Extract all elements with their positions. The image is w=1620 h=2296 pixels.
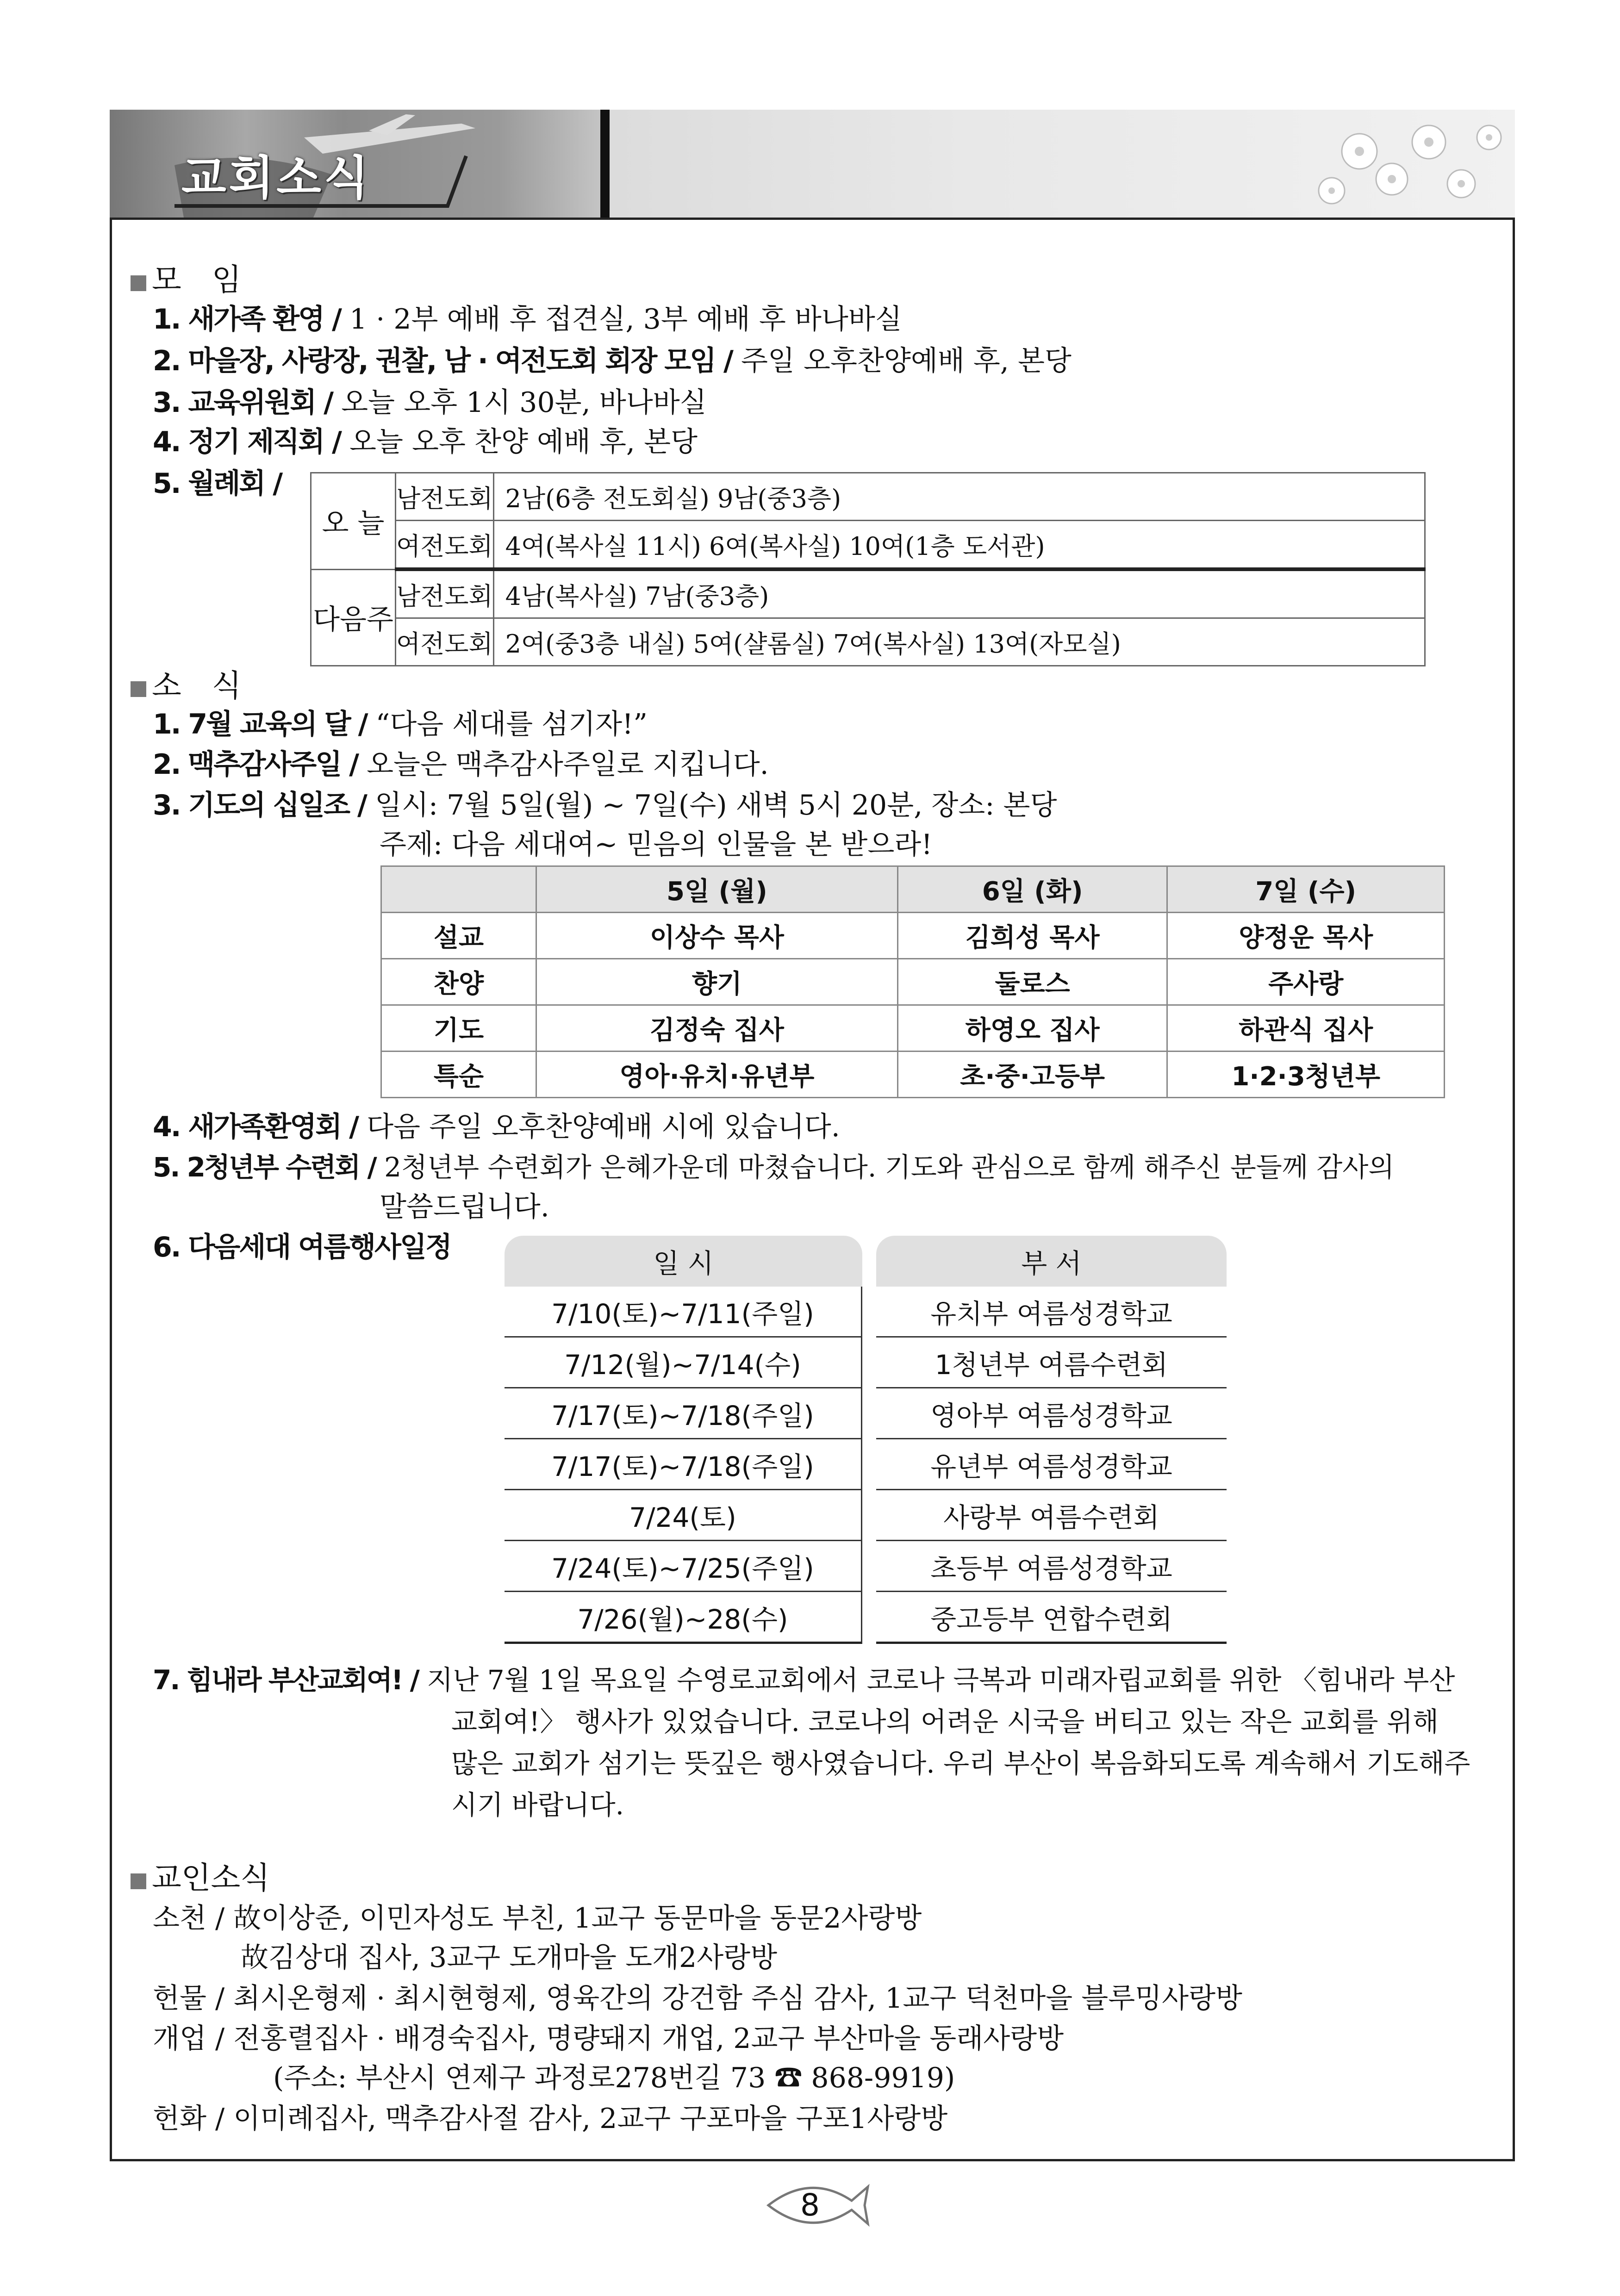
table-row [505, 1439, 1227, 1490]
monthly-meeting-table [310, 472, 1426, 666]
table-cell: 7/12(월)~7/14(수) [505, 1338, 862, 1388]
meeting-item-3: 3. 교육위원회 / 오늘 오후 1시 30분, 바나바실 [153, 386, 707, 419]
members-line: 소천 / 故이상준, 이민자성도 부친, 1교구 동문마을 동문2사랑방 [153, 1902, 922, 1935]
news-item-2: 2. 맥추감사주일 / 오늘은 맥추감사주일로 지킵니다. [153, 748, 769, 781]
section-heading-meeting: 모 임 [131, 261, 242, 299]
table-header: 6일 (화) [897, 866, 1167, 913]
section-heading-news: 소 식 [131, 667, 242, 704]
summer-events-table [491, 1236, 1240, 1644]
table-cell: 7/17(토)~7/18(주일) [505, 1388, 862, 1439]
news-item-3: 3. 기도의 십일조 / 일시: 7월 5일(월) ~ 7일(수) 새벽 5시 20분, 장소: 본당 [153, 789, 1057, 821]
table-cell: 양정운 목사 [1167, 913, 1445, 959]
meeting-item-1: 1. 새가족 환영 / 1 · 2부 예배 후 접견실, 3부 예배 후 바나바실 [153, 303, 902, 336]
table-row [505, 1541, 1227, 1592]
table-row [381, 913, 1445, 959]
table-cell: 찬양 [381, 959, 536, 1005]
table-cell: 4남(복사실) 7남(중3층) [493, 569, 1425, 618]
meeting-item-4: 4. 정기 제직회 / 오늘 오후 찬양 예배 후, 본당 [153, 426, 698, 458]
table-cell: 남전도회 [396, 569, 494, 618]
table-cell: 주사랑 [1167, 959, 1445, 1005]
banner-mid [498, 110, 600, 218]
news-item-1: 1. 7월 교육의 달 / “다음 세대를 섬기자!” [153, 708, 648, 740]
table-cell: 7/24(토) [505, 1490, 862, 1541]
next-week-label: 다음주 [311, 569, 396, 666]
members-line: 헌화 / 이미례집사, 맥추감사절 감사, 2교구 구포마을 구포1사랑방 [153, 2103, 948, 2135]
members-line: (주소: 부산시 연제구 과정로278번길 73 ☎ 868-9919) [273, 2062, 955, 2094]
table-row [311, 569, 1425, 618]
table-cell: 유치부 여름성경학교 [876, 1287, 1227, 1338]
flower-decoration-icon [610, 110, 1515, 218]
table-cell: 설교 [381, 913, 536, 959]
table-row [311, 521, 1425, 570]
table-header: 7일 (수) [1167, 866, 1445, 913]
page-number-badge [759, 2175, 870, 2235]
table-row [311, 618, 1425, 666]
table-cell: 1·2·3청년부 [1167, 1052, 1445, 1098]
table-cell: 김희성 목사 [897, 913, 1167, 959]
table-cell: 2여(중3층 내실) 5여(샬롬실) 7여(복사실) 13여(자모실) [493, 618, 1425, 666]
table-header: 5일 (월) [536, 866, 898, 913]
table-cell: 하관식 집사 [1167, 1005, 1445, 1052]
table-cell: 2남(6층 전도회실) 9남(중3층) [493, 473, 1425, 521]
members-line: 개업 / 전홍렬집사 · 배경숙집사, 명량돼지 개업, 2교구 부산마을 동래사랑방 [153, 2022, 1064, 2055]
banner-divider [600, 110, 610, 218]
members-line: 故김상대 집사, 3교구 도개마을 도개2사랑방 [241, 1941, 778, 1974]
table-row [381, 959, 1445, 1005]
news-item-4: 4. 새가족환영회 / 다음 주일 오후찬양예배 시에 있습니다. [153, 1111, 840, 1143]
table-header-row [381, 866, 1445, 913]
table-cell: 4여(복사실 11시) 6여(복사실) 10여(1층 도서관) [493, 521, 1425, 570]
members-line: 헌물 / 최시온형제 · 최시현형제, 영육간의 강건함 주심 감사, 1교구 덕천마을 블루밍사랑방 [153, 1982, 1242, 2015]
news-item-5: 5. 2청년부 수련회 / 2청년부 수련회가 은혜가운데 마쳤습니다. 기도와 관심으로 함께 해주신 분들께 감사의 [153, 1151, 1395, 1183]
table-row [505, 1338, 1227, 1388]
prayer-schedule-table [380, 865, 1445, 1098]
news-item-7-line3: 많은 교회가 섬기는 뜻깊은 행사였습니다. 우리 부산이 복음화되도록 계속해서 기도해주 [451, 1748, 1470, 1779]
table-cell: 남전도회 [396, 473, 494, 521]
table-cell: 향기 [536, 959, 898, 1005]
table-row [505, 1287, 1227, 1338]
table-cell: 둘로스 [897, 959, 1167, 1005]
header-banner [110, 110, 1515, 218]
meeting-item-2: 2. 마을장, 사랑장, 권찰, 남 · 여전도회 회장 모임 / 주일 오후찬양예배 후, 본당 [153, 345, 1072, 377]
table-cell: 초·중·고등부 [897, 1052, 1167, 1098]
table-header [381, 866, 536, 913]
table-header-row [505, 1236, 1227, 1287]
table-row [381, 1052, 1445, 1098]
banner-flower-area [610, 110, 1515, 218]
table-cell: 7/26(월)~28(수) [505, 1592, 862, 1644]
table-header: 부 서 [876, 1236, 1227, 1287]
news-item-6: 6. 다음세대 여름행사일정 [153, 1231, 451, 1263]
table-cell: 이상수 목사 [536, 913, 898, 959]
table-row [505, 1592, 1227, 1644]
table-cell: 1청년부 여름수련회 [876, 1338, 1227, 1388]
table-cell: 특순 [381, 1052, 536, 1098]
table-cell: 영아부 여름성경학교 [876, 1388, 1227, 1439]
table-row [381, 1005, 1445, 1052]
table-header: 일 시 [505, 1236, 862, 1287]
bullet-square-icon [131, 1873, 146, 1889]
news-item-7-line2: 교회여!〉 행사가 있었습니다. 코로나의 어려운 시국을 버티고 있는 작은 교회를 위해 [451, 1706, 1439, 1737]
table-cell: 7/24(토)~7/25(주일) [505, 1541, 862, 1592]
table-cell: 영아·유치·유년부 [536, 1052, 898, 1098]
table-cell: 여전도회 [396, 618, 494, 666]
table-cell: 7/17(토)~7/18(주일) [505, 1439, 862, 1490]
page-number: 8 [800, 2187, 820, 2223]
table-row [311, 473, 1425, 521]
page-title: 교회소식 [181, 151, 372, 205]
section-heading-members: 교인소식 [131, 1860, 270, 1897]
table-row [505, 1388, 1227, 1439]
table-cell: 초등부 여름성경학교 [876, 1541, 1227, 1592]
table-cell: 7/10(토)~7/11(주일) [505, 1287, 862, 1338]
table-cell: 사랑부 여름수련회 [876, 1490, 1227, 1541]
meeting-item-5: 5. 월례회 / [153, 467, 282, 500]
table-cell: 하영오 집사 [897, 1005, 1167, 1052]
news-item-7: 7. 힘내라 부산교회여! / 지난 7월 1일 목요일 수영로교회에서 코로나 극복과 미래자립교회를 위한 〈힘내라 부산 [153, 1664, 1455, 1696]
table-row [505, 1490, 1227, 1541]
bullet-square-icon [131, 681, 146, 697]
table-cell: 김정숙 집사 [536, 1005, 898, 1052]
today-label: 오 늘 [311, 473, 396, 570]
table-cell: 중고등부 연합수련회 [876, 1592, 1227, 1644]
table-cell: 유년부 여름성경학교 [876, 1439, 1227, 1490]
table-cell: 기도 [381, 1005, 536, 1052]
news-item-5-cont: 말씀드립니다. [380, 1191, 549, 1223]
table-cell: 여전도회 [396, 521, 494, 570]
news-item-7-line4: 시기 바랍니다. [451, 1789, 624, 1821]
bullet-square-icon [131, 275, 146, 291]
news-item-3-theme: 주제: 다음 세대여~ 믿음의 인물을 본 받으라! [380, 828, 933, 861]
